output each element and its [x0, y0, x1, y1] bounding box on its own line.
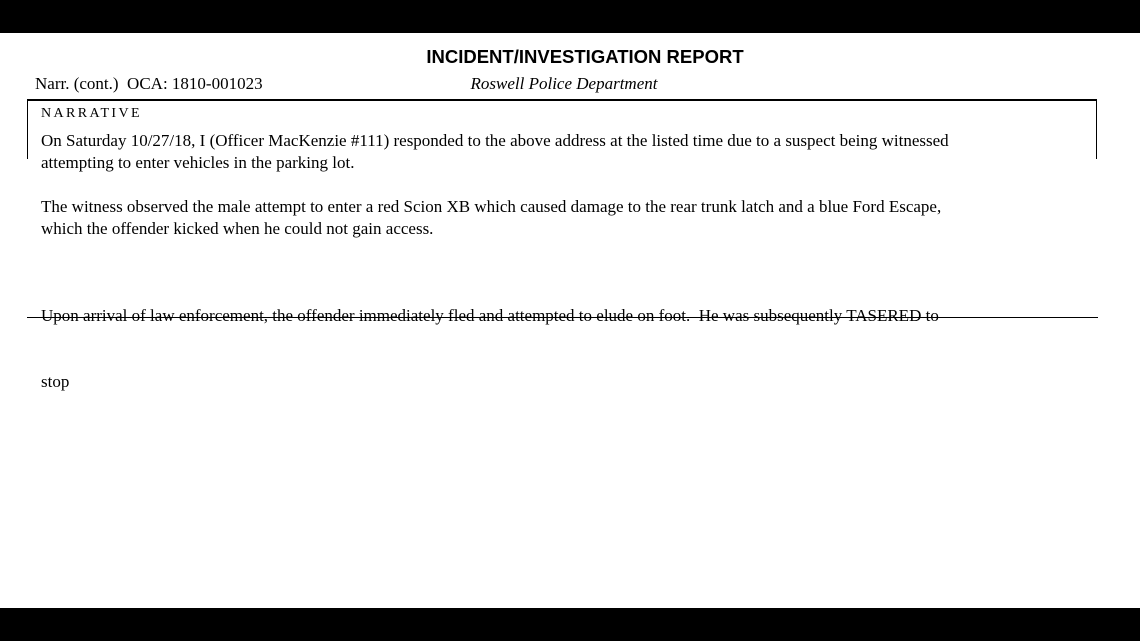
oca-number: Narr. (cont.) OCA: 1810-001023	[35, 74, 263, 93]
narrative-label: NARRATIVE	[41, 106, 142, 121]
department-name: Roswell Police Department	[470, 74, 658, 93]
narrative-paragraph-1	[41, 130, 1081, 174]
paragraph-line: stop	[41, 372, 70, 391]
section-divider	[27, 317, 1098, 318]
paragraph-line: The witness observed the male attempt to enter a red Scion XB which caused damage to the rear trunk latch and a blue Ford Escape,	[41, 197, 942, 216]
report-title: INCIDENT/INVESTIGATION REPORT	[426, 46, 744, 67]
paragraph-line: attempting to enter vehicles in the parking lot.	[41, 153, 355, 172]
report-page	[0, 33, 1140, 608]
paragraph-line: On Saturday 10/27/18, I (Officer MacKenzie #111) responded to the above address at the listed time due to a suspect being witnessed	[41, 131, 949, 150]
narrative-paragraph-2	[41, 196, 1081, 240]
paragraph-line: Upon arrival of law enforcement, the offender immediately fled and attempted to elude on foot. He was subsequently TASERED to	[41, 306, 939, 325]
narrative-paragraph-3	[41, 261, 1081, 437]
paragraph-line: which the offender kicked when he could not gain access.	[41, 219, 434, 238]
